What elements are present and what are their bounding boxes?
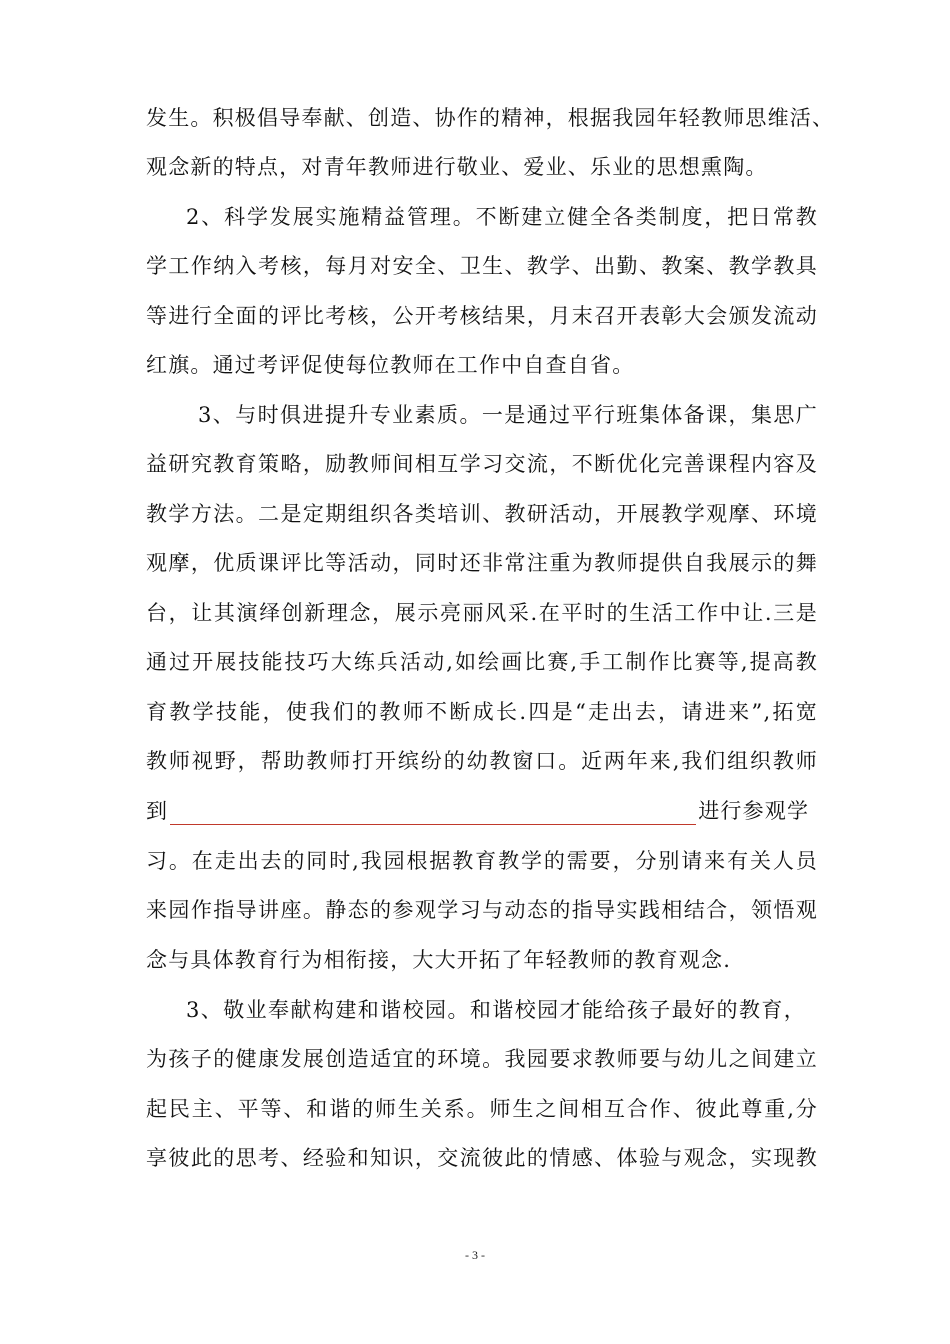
text-line: 发生。积极倡导奉献、创造、协作的精神，根据我园年轻教师思维活、 — [146, 106, 835, 130]
text-line: 红旗。通过考评促使每位教师在工作中自查自省。 — [146, 353, 635, 377]
underline-blank — [170, 804, 696, 825]
paragraph-start: 3、与时俱进提升专业素质。一是通过平行班集体备课，集思广 — [198, 403, 818, 427]
text-line: 教师视野，帮助教师打开缤纷的幼教窗口。近两年来,我们组织教师 — [146, 749, 818, 773]
text-line: 等进行全面的评比考核，公开考核结果，月末召开表彰大会颁发流动 — [146, 304, 818, 328]
text-line: 通过开展技能技巧大练兵活动,如绘画比赛,手工制作比赛等,提高教 — [146, 650, 818, 674]
text-line: 为孩子的健康发展创造适宜的环境。我园要求教师要与幼儿之间建立 — [146, 1047, 818, 1071]
blank-suffix: 进行参观学 — [698, 799, 810, 823]
text-line: 益研究教育策略，励教师间相互学习交流，不断优化完善课程内容及 — [146, 452, 818, 476]
text-line: 念与具体教育行为相衔接，大大开拓了年轻教师的教育观念. — [146, 948, 732, 972]
paragraph-start: 2、科学发展实施精益管理。不断建立健全各类制度，把日常教 — [186, 205, 818, 229]
text-line: 观摩，优质课评比等活动，同时还非常注重为教师提供自我展示的舞 — [146, 551, 818, 575]
text-line: 台，让其演绎创新理念，展示亮丽风采.在平时的生活工作中让.三是 — [146, 601, 818, 625]
text-line: 育教学技能，使我们的教师不断成长.四是“走出去，请进来”,拓宽 — [146, 700, 818, 724]
text-line: 享彼此的思考、经验和知识，交流彼此的情感、体验与观念，实现教 — [146, 1146, 818, 1170]
text-line: 教学方法。二是定期组织各类培训、教研活动，开展教学观摩、环境 — [146, 502, 818, 526]
paragraph-start: 3、敬业奉献构建和谐校园。和谐校园才能给孩子最好的教育， — [186, 998, 806, 1022]
text-line: 学工作纳入考核，每月对安全、卫生、教学、出勤、教案、教学教具 — [146, 254, 818, 278]
text-line: 习。在走出去的同时,我园根据教育教学的需要，分别请来有关人员 — [146, 849, 818, 873]
page-number: - 3 - — [465, 1248, 485, 1262]
text-line: 来园作指导讲座。静态的参观学习与动态的指导实践相结合，领悟观 — [146, 898, 818, 922]
text-line: 起民主、平等、和谐的师生关系。师生之间相互合作、彼此尊重,分 — [146, 1097, 818, 1121]
fill-in-blank-line — [146, 797, 818, 825]
text-line: 观念新的特点，对青年教师进行敬业、爱业、乐业的思想熏陶。 — [146, 155, 768, 179]
blank-prefix: 到 — [146, 799, 169, 823]
